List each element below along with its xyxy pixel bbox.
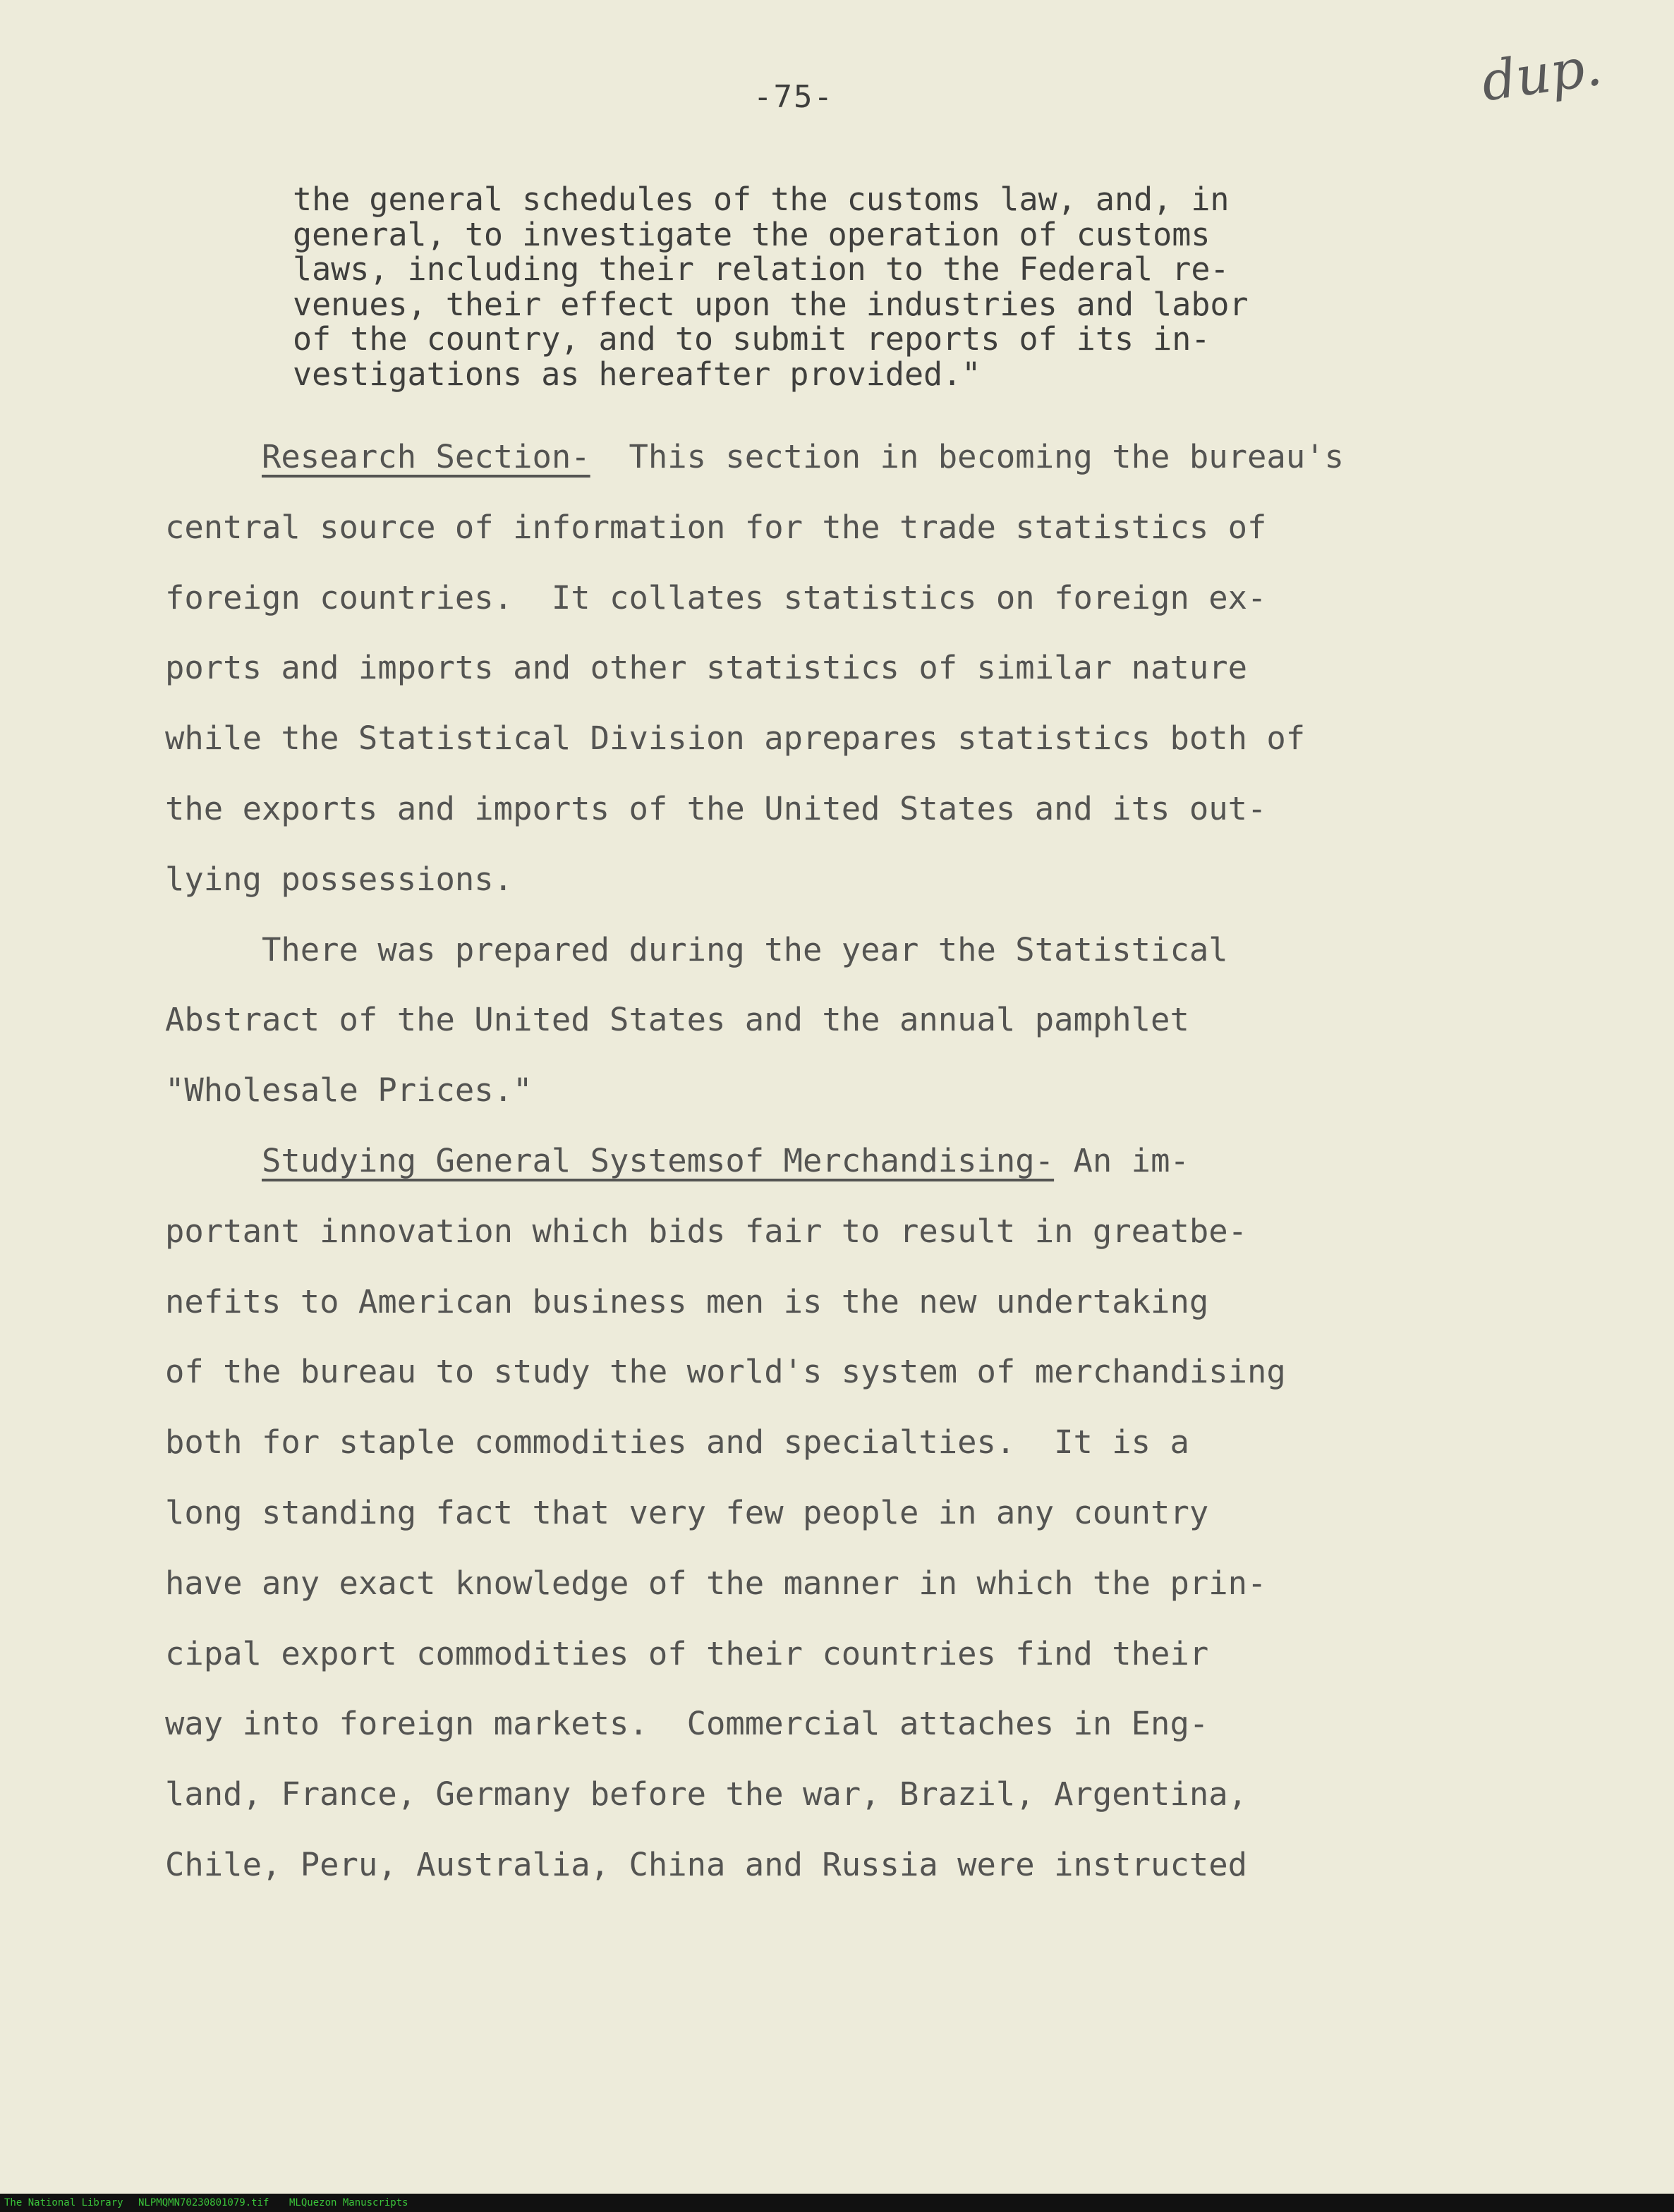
body-text (165, 422, 1344, 1900)
quote-line: vestigations as hereafter provided." (293, 355, 981, 393)
body-line: ports and imports and other statistics of similar nature (165, 649, 1248, 687)
body-line: long standing fact that very few people in any country (165, 1493, 1209, 1531)
quote-line: the general schedules of the customs law, and, in (293, 181, 1230, 218)
body-line: Abstract of the United States and the annual pamphlet (165, 1001, 1189, 1039)
body-line: both for staple commodities and specialties. It is a (165, 1423, 1189, 1462)
studying-first-line (165, 1126, 1344, 1196)
body-line: the exports and imports of the United States and its out- (165, 789, 1267, 827)
body-line: An im- (1054, 1141, 1189, 1179)
body-line: have any exact knowledge of the manner in which the prin- (165, 1564, 1267, 1602)
body-line: cipal export commodities of their countries find their (165, 1634, 1209, 1672)
body-line: while the Statistical Division aprepares statistics both of (165, 719, 1306, 758)
footer-filename: NLPMQMN70230801079.tif (138, 2197, 269, 2208)
body-line: central source of information for the trade statistics of (165, 508, 1267, 546)
body-line: land, France, Germany before the war, Brazil, Argentina, (165, 1775, 1248, 1813)
body-line: lying possessions. (165, 860, 514, 898)
quote-line: venues, their effect upon the industries and labor (293, 285, 1249, 323)
handwritten-annotation: dup. (1477, 34, 1606, 114)
body-line: foreign countries. It collates statistics on foreign ex- (165, 578, 1267, 616)
quote-line: general, to investigate the operation of customs (293, 215, 1211, 253)
body-line: nefits to American business men is the new undertaking (165, 1282, 1209, 1320)
body-line: way into foreign markets. Commercial attaches in Eng- (165, 1705, 1209, 1743)
footer-collection: MLQuezon Manuscripts (289, 2197, 408, 2208)
body-line: "Wholesale Prices." (165, 1071, 533, 1110)
body-line: Chile, Peru, Australia, China and Russia were instructed (165, 1845, 1248, 1883)
archive-footer (0, 2194, 1674, 2212)
studying-section-heading: Studying General Systemsof Merchandising- (261, 1141, 1055, 1179)
body-line: There was prepared during the year the Statistical (165, 930, 1228, 968)
page-number: -75- (753, 79, 834, 115)
footer-library: The National Library (4, 2197, 123, 2208)
research-section-heading: Research Section- (261, 438, 590, 475)
quoted-passage (293, 182, 1249, 391)
body-line: This section in becoming the bureau's (590, 438, 1344, 475)
quote-line: of the country, and to submit reports of its in- (293, 320, 1211, 358)
research-first-line (165, 422, 1344, 492)
body-line: of the bureau to study the world's system of merchandising (165, 1353, 1286, 1391)
body-line: portant innovation which bids fair to result in greatbe- (165, 1212, 1248, 1250)
quote-line: laws, including their relation to the Federal re- (293, 250, 1230, 288)
